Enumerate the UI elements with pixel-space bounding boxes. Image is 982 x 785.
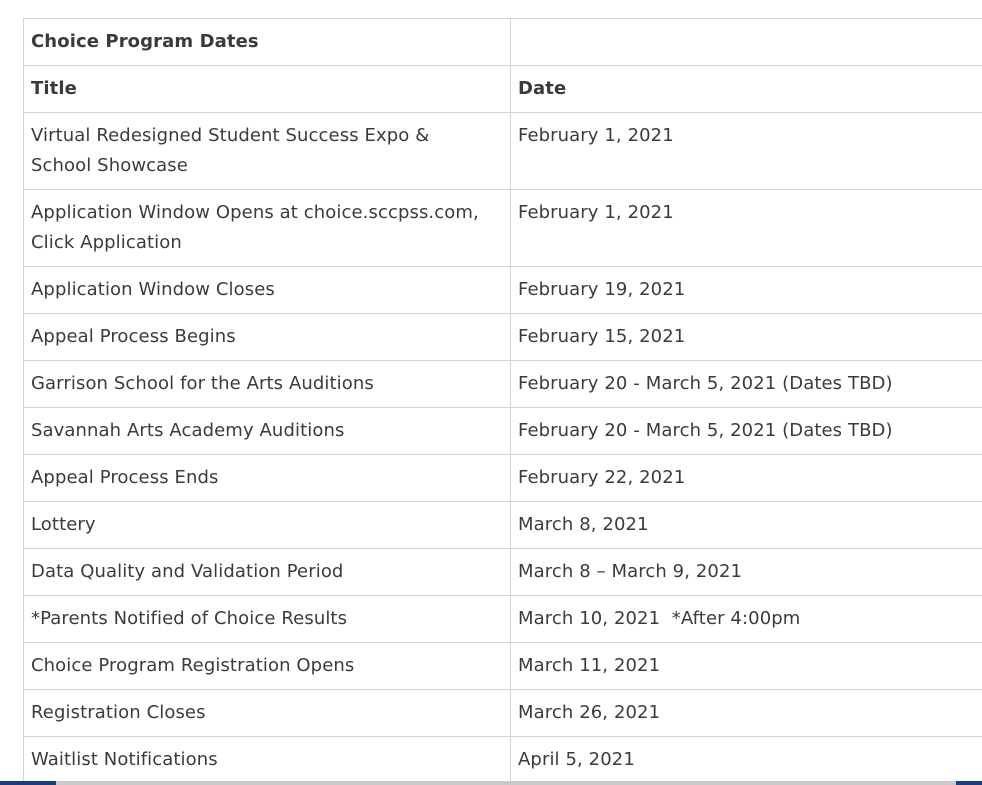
row-title: Lottery <box>24 502 511 549</box>
row-date: February 22, 2021 <box>511 455 982 502</box>
row-date: March 8, 2021 <box>511 502 982 549</box>
row-date: February 20 - March 5, 2021 (Dates TBD) <box>511 361 982 408</box>
row-title: Garrison School for the Arts Auditions <box>24 361 511 408</box>
row-date: March 8 – March 9, 2021 <box>511 549 982 596</box>
horizontal-scrollbar-left-accent <box>0 781 56 785</box>
table-row <box>24 690 982 737</box>
row-title: Registration Closes <box>24 690 511 737</box>
row-date: February 1, 2021 <box>511 190 982 267</box>
horizontal-scrollbar-track[interactable] <box>0 781 982 785</box>
row-date: February 19, 2021 <box>511 267 982 314</box>
row-title: Appeal Process Ends <box>24 455 511 502</box>
table-row <box>24 737 982 784</box>
table-row <box>24 267 982 314</box>
row-date: March 10, 2021 *After 4:00pm <box>511 596 982 643</box>
row-date: February 1, 2021 <box>511 113 982 190</box>
row-date: February 20 - March 5, 2021 (Dates TBD) <box>511 408 982 455</box>
table-row <box>24 361 982 408</box>
row-title: Application Window Closes <box>24 267 511 314</box>
table-caption-row <box>24 19 982 66</box>
table-row <box>24 408 982 455</box>
table-header-row <box>24 66 982 113</box>
row-date: April 5, 2021 <box>511 737 982 784</box>
row-date: March 26, 2021 <box>511 690 982 737</box>
table-row <box>24 596 982 643</box>
row-title: *Parents Notified of Choice Results <box>24 596 511 643</box>
horizontal-scrollbar-right-accent <box>956 781 982 785</box>
row-date: February 15, 2021 <box>511 314 982 361</box>
row-title: Choice Program Registration Opens <box>24 643 511 690</box>
choice-program-dates-table-container <box>23 18 982 784</box>
column-header-title: Title <box>24 66 511 113</box>
table-caption-empty-cell <box>511 19 982 66</box>
table-row <box>24 314 982 361</box>
row-title: Appeal Process Begins <box>24 314 511 361</box>
row-title: Waitlist Notifications <box>24 737 511 784</box>
row-date: March 11, 2021 <box>511 643 982 690</box>
table-row <box>24 549 982 596</box>
row-title: Savannah Arts Academy Auditions <box>24 408 511 455</box>
column-header-date: Date <box>511 66 982 113</box>
table-row <box>24 502 982 549</box>
table-caption: Choice Program Dates <box>24 19 511 66</box>
table-row <box>24 643 982 690</box>
table-row <box>24 190 982 267</box>
table-row <box>24 455 982 502</box>
row-title: Data Quality and Validation Period <box>24 549 511 596</box>
choice-program-dates-table <box>23 18 982 784</box>
row-title: Application Window Opens at choice.sccpss.com, Click Application <box>24 190 511 267</box>
row-title: Virtual Redesigned Student Success Expo & School Showcase <box>24 113 511 190</box>
table-row <box>24 113 982 190</box>
